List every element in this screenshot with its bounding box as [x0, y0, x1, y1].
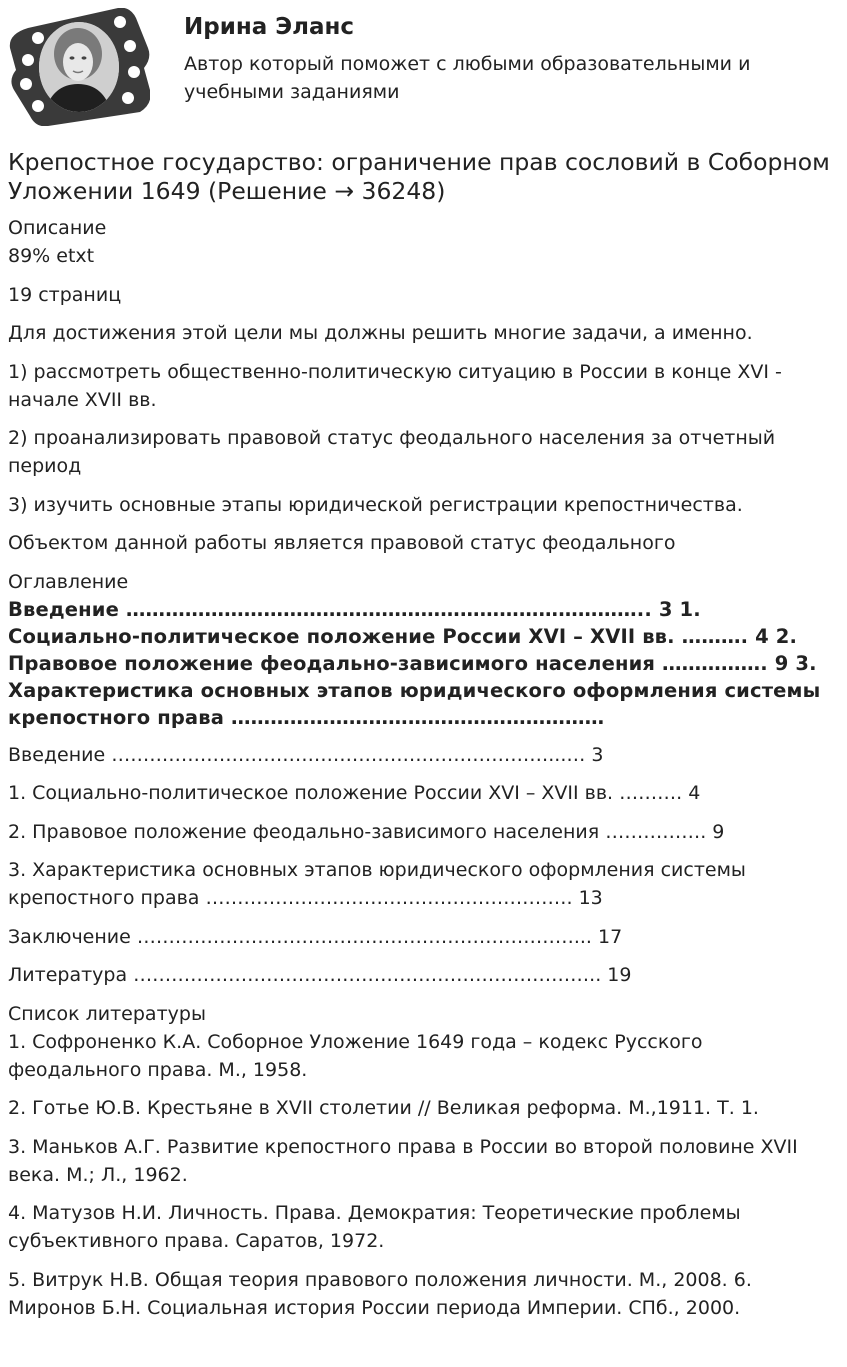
toc-item: 2. Правовое положение феодально-зависимого населения ……………. 9	[8, 820, 725, 843]
intro-paragraph: 3) изучить основные этапы юридической регистрации крепостничества.	[8, 493, 743, 516]
description-heading: Описание	[8, 217, 107, 239]
intro-paragraph: Для достижения этой цели мы должны решить многие задачи, а именно.	[8, 322, 753, 344]
toc-item: 3. Характеристика основных этапов юридического оформления системы крепостного права …………………………………………………. 13	[8, 859, 746, 909]
author-card	[0, 0, 847, 130]
reference-item: 1. Софроненко К.А. Соборное Уложение 1649 года – кодекс Русского феодального права. М., 1958.	[8, 1030, 703, 1081]
toc-item: Заключение ……………………………………………………………... 17	[8, 925, 623, 948]
toc-item: Литература ……………………………………………………………….. 19	[8, 964, 632, 986]
intro-paragraph: 1) рассмотреть общественно-политическую ситуацию в России в конце XVI - начале XVII вв.	[8, 360, 782, 411]
reference-item: 3. Маньков А.Г. Развитие крепостного права в России во второй половине XVII века. М.; Л., 1962.	[8, 1135, 798, 1186]
author-name[interactable]: Ирина Эланс	[184, 14, 355, 40]
toc-item: 1. Социально-политическое положение России XVI – XVII вв. ………. 4	[8, 782, 701, 804]
originality-value: 89% etxt	[8, 245, 95, 267]
toc-heading: Оглавление	[8, 570, 129, 593]
document-title: Крепостное государство: ограничение прав сословий в Соборном Уложении 1649 (Решение → 36248)	[8, 148, 830, 205]
intro-paragraph: Объектом данной работы является правовой статус феодального	[8, 532, 676, 554]
document-content	[8, 148, 838, 1332]
reference-item: 4. Матузов Н.И. Личность. Права. Демократия: Теоретические проблемы субъективного права. Саратов, 1972.	[8, 1202, 741, 1252]
author-description: Автор который поможет с любыми образовательными и учебными заданиями	[184, 53, 751, 103]
toc-bold-summary: Введение …………………………………………………………………….. 3 1. Социально-политическое положение России XVI – XVII вв. ………. 4 2. Правовое положение феодально-зависимого населения ……………. 9 3. Характеристика основных этапов юридического оформления системы крепостного права …………………………………………………	[8, 597, 821, 729]
author-avatar[interactable]	[8, 8, 150, 126]
reference-item: 2. Готье Ю.В. Крестьяне в XVII столетии // Великая реформа. М.,1911. Т. 1.	[8, 1097, 759, 1119]
references-heading: Список литературы	[8, 1002, 206, 1025]
intro-paragraph: 2) проанализировать правовой статус феодального населения за отчетный период	[8, 427, 776, 477]
toc-item: Введение ……………………………………………………………...… 3	[8, 743, 604, 766]
page-count: 19 страниц	[8, 283, 122, 306]
reference-item: 5. Витрук Н.В. Общая теория правового положения личности. М., 2008. 6. Миронов Б.Н. Социальная история России периода Империи. СПб., 2000.	[8, 1268, 752, 1319]
